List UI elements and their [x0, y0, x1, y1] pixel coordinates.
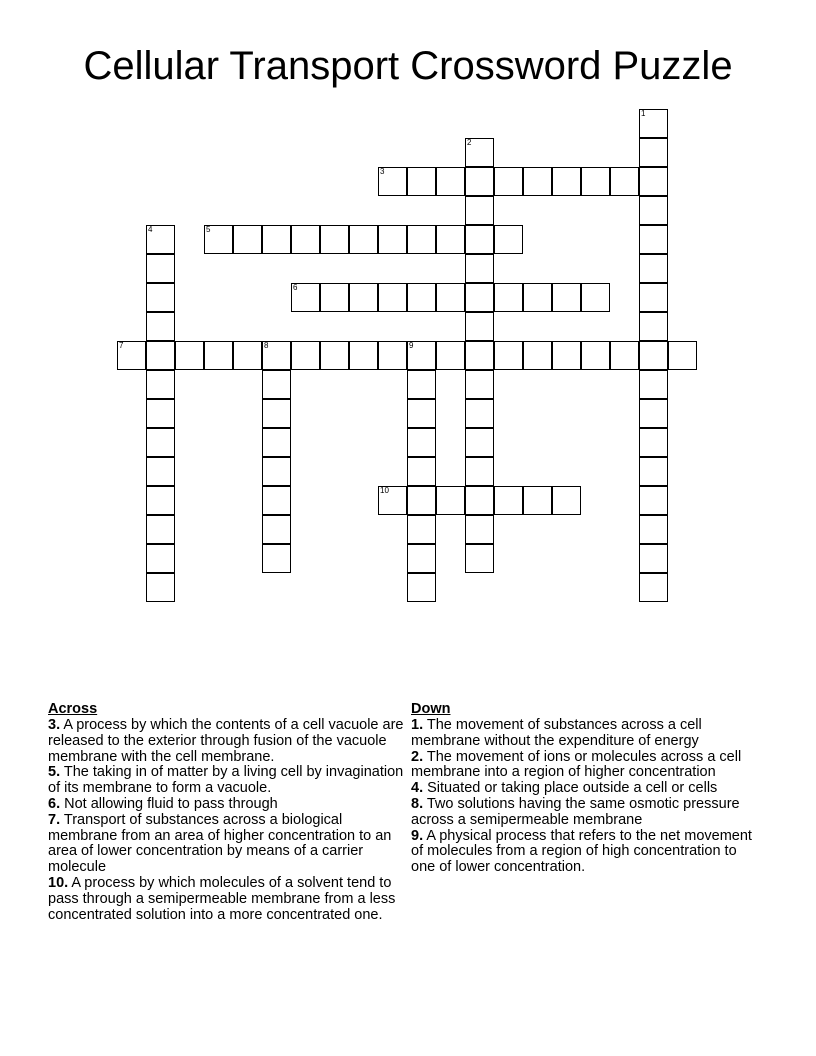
grid-cell[interactable]	[523, 341, 552, 370]
clue-text: Not allowing fluid to pass through	[64, 795, 278, 812]
grid-cell[interactable]	[146, 370, 175, 399]
grid-cell[interactable]	[639, 167, 668, 196]
grid-cell[interactable]	[639, 544, 668, 573]
grid-cell[interactable]	[175, 341, 204, 370]
clue-across-3	[48, 718, 406, 765]
clue-text: A process by which the contents of a cell vacuole are released to the exterior through fusion of the vacuole membrane with the cell membrane.	[48, 717, 404, 765]
grid-cell[interactable]	[581, 167, 610, 196]
grid-cell[interactable]	[581, 283, 610, 312]
grid-cell[interactable]	[639, 399, 668, 428]
grid-cell[interactable]	[378, 283, 407, 312]
grid-cell[interactable]	[378, 341, 407, 370]
grid-cell[interactable]	[465, 167, 494, 196]
grid-cell[interactable]	[146, 225, 175, 254]
grid-cell[interactable]	[523, 167, 552, 196]
clue-number: 2.	[411, 748, 424, 765]
grid-cell[interactable]	[639, 225, 668, 254]
grid-cell[interactable]	[639, 370, 668, 399]
grid-cell[interactable]	[233, 225, 262, 254]
grid-cell[interactable]	[378, 486, 407, 515]
grid-cell[interactable]	[552, 486, 581, 515]
cell-number: 3	[380, 167, 385, 176]
grid-cell[interactable]	[407, 486, 436, 515]
grid-cell[interactable]	[204, 225, 233, 254]
grid-cell[interactable]	[262, 399, 291, 428]
grid-cell[interactable]	[291, 225, 320, 254]
clue-number: 5.	[48, 764, 61, 781]
grid-cell[interactable]	[639, 428, 668, 457]
grid-cell[interactable]	[146, 573, 175, 602]
clue-across-5	[48, 765, 406, 797]
grid-cell[interactable]	[494, 341, 523, 370]
grid-cell[interactable]	[407, 457, 436, 486]
grid-cell[interactable]	[465, 138, 494, 167]
grid-cell[interactable]	[146, 486, 175, 515]
cell-number: 1	[641, 109, 646, 118]
grid-cell[interactable]	[639, 573, 668, 602]
grid-cell[interactable]	[465, 515, 494, 544]
grid-cell[interactable]	[639, 109, 668, 138]
clue-number: 9.	[411, 827, 424, 844]
down-clues	[411, 701, 756, 876]
clue-text: The taking in of matter by a living cell by invagination of its membrane to form a vacuole.	[48, 764, 404, 797]
grid-cell[interactable]	[378, 225, 407, 254]
grid-cell[interactable]	[465, 457, 494, 486]
grid-cell[interactable]	[436, 341, 465, 370]
grid-cell[interactable]	[146, 544, 175, 573]
across-clues	[48, 701, 406, 923]
grid-cell[interactable]	[407, 167, 436, 196]
grid-cell[interactable]	[465, 225, 494, 254]
grid-cell[interactable]	[465, 370, 494, 399]
cell-number: 9	[409, 341, 414, 350]
clue-number: 6.	[48, 795, 61, 812]
grid-cell[interactable]	[465, 254, 494, 283]
grid-cell[interactable]	[436, 167, 465, 196]
grid-cell[interactable]	[407, 573, 436, 602]
clue-text: Two solutions having the same osmotic pressure across a semipermeable membrane	[411, 795, 740, 828]
grid-cell[interactable]	[407, 225, 436, 254]
grid-cell[interactable]	[639, 515, 668, 544]
grid-cell[interactable]	[465, 196, 494, 225]
grid-cell[interactable]	[262, 225, 291, 254]
clue-across-7	[48, 813, 406, 876]
clue-text: The movement of ions or molecules across a cell membrane into a region of higher concentration	[411, 748, 742, 781]
grid-cell[interactable]	[523, 486, 552, 515]
clue-down-4	[411, 781, 756, 797]
grid-cell[interactable]	[436, 486, 465, 515]
cell-number: 5	[206, 225, 211, 234]
grid-cell[interactable]	[204, 341, 233, 370]
grid-cell[interactable]	[407, 515, 436, 544]
grid-cell[interactable]	[494, 167, 523, 196]
cell-number: 6	[293, 283, 298, 292]
grid-cell[interactable]	[407, 341, 436, 370]
grid-cell[interactable]	[146, 254, 175, 283]
across-heading: Across	[48, 701, 98, 717]
grid-cell[interactable]	[639, 486, 668, 515]
grid-cell[interactable]	[407, 370, 436, 399]
grid-cell[interactable]	[668, 341, 697, 370]
grid-cell[interactable]	[146, 312, 175, 341]
down-heading: Down	[411, 701, 451, 717]
grid-cell[interactable]	[639, 341, 668, 370]
clue-across-6	[48, 797, 406, 813]
grid-cell[interactable]	[262, 370, 291, 399]
grid-cell[interactable]	[146, 457, 175, 486]
grid-cell[interactable]	[262, 515, 291, 544]
clue-text: Situated or taking place outside a cell or cells	[427, 780, 718, 797]
grid-cell[interactable]	[146, 515, 175, 544]
clue-number: 8.	[411, 795, 424, 812]
clue-text: A process by which molecules of a solvent tend to pass through a semipermeable membrane from a less concentrated solution into a more concentrated one.	[48, 874, 396, 923]
grid-cell[interactable]	[639, 196, 668, 225]
grid-cell[interactable]	[436, 283, 465, 312]
cell-number: 8	[264, 341, 269, 350]
grid-cell[interactable]	[523, 283, 552, 312]
grid-cell[interactable]	[320, 341, 349, 370]
clue-down-8	[411, 797, 756, 829]
grid-cell[interactable]	[465, 544, 494, 573]
clue-text: Transport of substances across a biological membrane from an area of higher concentration to an area of lower concentration by means of a carrier molecule	[48, 811, 392, 876]
grid-cell[interactable]	[262, 486, 291, 515]
grid-cell[interactable]	[581, 341, 610, 370]
grid-cell[interactable]	[262, 544, 291, 573]
grid-cell[interactable]	[639, 138, 668, 167]
cell-number: 2	[467, 138, 472, 147]
clue-text: The movement of substances across a cell membrane without the expenditure of energy	[411, 717, 702, 749]
clue-down-2	[411, 750, 756, 782]
page-title: Cellular Transport Crossword Puzzle	[83, 44, 733, 88]
grid-cell[interactable]	[407, 399, 436, 428]
grid-cell[interactable]	[233, 341, 262, 370]
grid-cell[interactable]	[291, 283, 320, 312]
cell-number: 4	[148, 225, 153, 234]
grid-cell[interactable]	[552, 341, 581, 370]
grid-cell[interactable]	[494, 486, 523, 515]
grid-cell[interactable]	[639, 457, 668, 486]
grid-cell[interactable]	[146, 341, 175, 370]
grid-cell[interactable]	[262, 428, 291, 457]
clue-number: 1.	[411, 717, 424, 733]
grid-cell[interactable]	[639, 283, 668, 312]
grid-cell[interactable]	[465, 399, 494, 428]
clue-down-1	[411, 718, 756, 750]
clue-number: 7.	[48, 811, 61, 828]
grid-cell[interactable]	[639, 312, 668, 341]
grid-cell[interactable]	[320, 225, 349, 254]
grid-cell[interactable]	[407, 428, 436, 457]
clue-across-10	[48, 876, 406, 923]
grid-cell[interactable]	[146, 283, 175, 312]
grid-cell[interactable]	[610, 167, 639, 196]
grid-cell[interactable]	[262, 457, 291, 486]
grid-cell[interactable]	[349, 341, 378, 370]
grid-cell[interactable]	[436, 225, 465, 254]
grid-cell[interactable]	[146, 428, 175, 457]
clue-number: 3.	[48, 717, 61, 733]
clue-text: A physical process that refers to the net movement of molecules from a region of high concentration to one of lower concentration.	[411, 827, 752, 876]
clue-number: 4.	[411, 780, 424, 797]
grid-cell[interactable]	[407, 283, 436, 312]
grid-cell[interactable]	[465, 341, 494, 370]
grid-cell[interactable]	[465, 428, 494, 457]
grid-cell[interactable]	[262, 341, 291, 370]
grid-cell[interactable]	[349, 225, 378, 254]
grid-cell[interactable]	[465, 486, 494, 515]
grid-cell[interactable]	[349, 283, 378, 312]
grid-cell[interactable]	[552, 283, 581, 312]
clue-down-9	[411, 829, 756, 876]
grid-cell[interactable]	[465, 312, 494, 341]
grid-cell[interactable]	[639, 254, 668, 283]
grid-cell[interactable]	[610, 341, 639, 370]
clue-number: 10.	[48, 874, 69, 891]
cell-number: 7	[119, 341, 124, 350]
grid-cell[interactable]	[494, 225, 523, 254]
grid-cell[interactable]	[465, 283, 494, 312]
grid-cell[interactable]	[407, 544, 436, 573]
cell-number: 10	[380, 486, 389, 495]
grid-cell[interactable]	[378, 167, 407, 196]
grid-cell[interactable]	[552, 167, 581, 196]
grid-cell[interactable]	[320, 283, 349, 312]
grid-cell[interactable]	[146, 399, 175, 428]
grid-cell[interactable]	[117, 341, 146, 370]
grid-cell[interactable]	[291, 341, 320, 370]
grid-cell[interactable]	[494, 283, 523, 312]
